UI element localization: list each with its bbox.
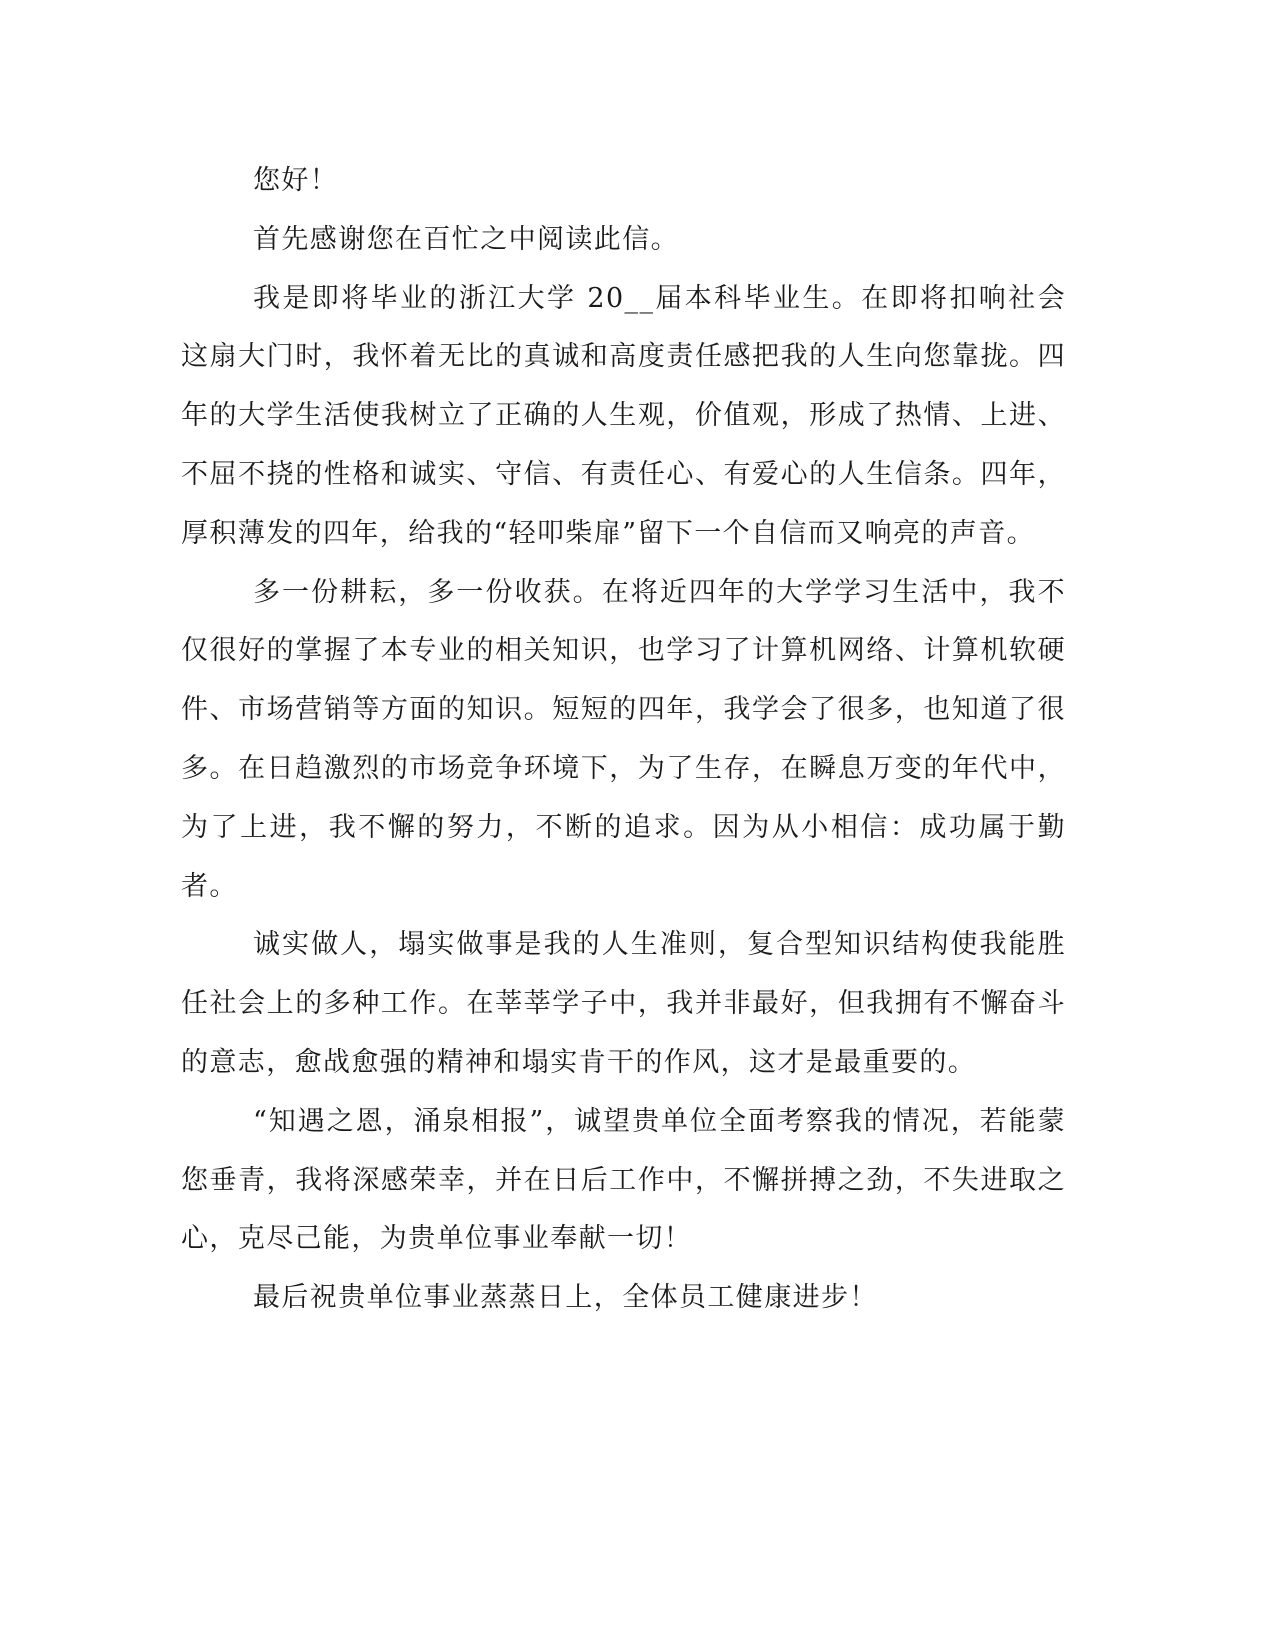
letter-body	[181, 152, 1066, 1328]
closing-wish-paragraph: 最后祝贵单位事业蒸蒸日上，全体员工健康进步！	[253, 1282, 878, 1314]
request-paragraph: “知遇之恩，涌泉相报”，诚望贵单位全面考察我的情况，若能蒙您垂青，我将深感荣幸，并在日后工作中，不懈拼搏之劲，不失进取之心，克尽己能，为贵单位事业奉献一切！	[181, 1105, 1066, 1255]
character-paragraph: 诚实做人，塌实做事是我的人生准则，复合型知识结构使我能胜任社会上的多种工作。在莘莘学子中，我并非最好，但我拥有不懈奋斗的意志，愈战愈强的精神和塌实肯干的作风，这才是最重要的。	[181, 929, 1066, 1078]
thanks-paragraph: 首先感谢您在百忙之中阅读此信。	[253, 223, 679, 255]
greeting-paragraph: 您好！	[253, 165, 339, 196]
introduction-paragraph: 我是即将毕业的浙江大学 20__届本科毕业生。在即将扣响社会这扇大门时，我怀着无比的真诚和高度责任感把我的人生向您靠拢。四年的大学生活使我树立了正确的人生观，价值观，形成了热情、上进、不屈不挠的性格和诚实、守信、有责任心、有爱心的人生信条。四年，厚积薄发的四年，给我的“轻叩柴扉”留下一个自信而又响亮的声音。	[181, 282, 1066, 549]
skills-paragraph: 多一份耕耘，多一份收获。在将近四年的大学学习生活中，我不仅很好的掌握了本专业的相关知识，也学习了计算机网络、计算机软硬件、市场营销等方面的知识。短短的四年，我学会了很多，也知道了很多。在日趋激烈的市场竞争环境下，为了生存，在瞬息万变的年代中，为了上进，我不懈的努力，不断的追求。因为从小相信：成功属于勤者。	[181, 576, 1066, 902]
